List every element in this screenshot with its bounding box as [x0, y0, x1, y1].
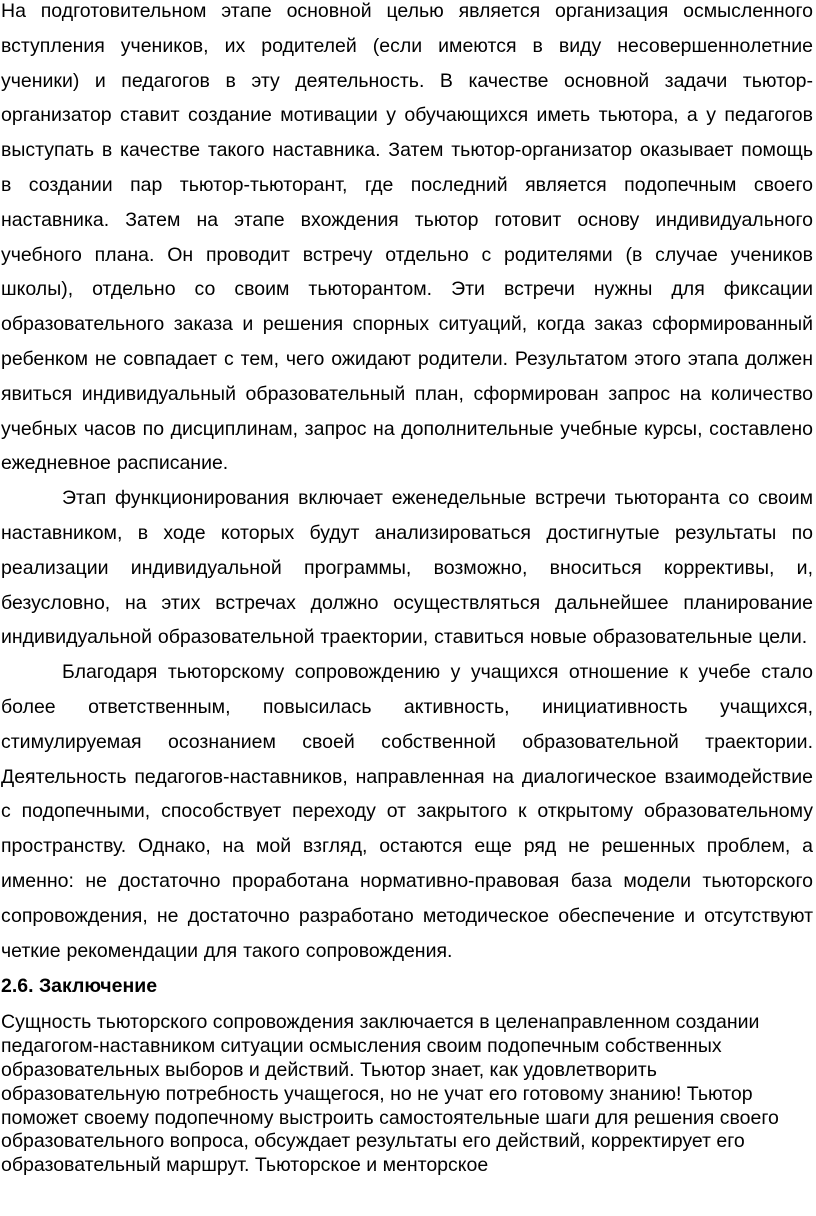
body-paragraph-preparatory-stage: На подготовительном этапе основной целью является организация осмысленного вступления учеников, их родителей (если имеются в виду несовершеннолетние ученики) и педагогов в эту деятельность. В качестве основной задачи тьютор-организатор ставит создание мотивации у обучающихся иметь тьютора, а у педагогов выступать в качестве такого наставника. Затем тьютор-организатор оказывает помощь в создании пар тьютор-тьюторант, где последний является подопечным своего наставника. Затем на этапе вхождения тьютор готовит основу индивидуального учебного плана. Он проводит встречу отдельно с родителями (в случае учеников школы), отдельно со своим тьюторантом. Эти встречи нужны для фиксации образовательного заказа и решения спорных ситуаций, когда заказ сформированный ребенком не совпадает с тем, чего ожидают родители. Результатом этого этапа должен явиться индивидуальный образовательный план, сформирован запрос на количество учебных часов по дисциплинам, запрос на дополнительные учебные курсы, составлено ежедневное расписание. [1, 0, 813, 475]
section-heading-conclusion: 2.6. Заключение [1, 975, 158, 998]
body-paragraph-tutoring-results: Благодаря тьюторскому сопровождению у учащихся отношение к учебе стало более ответственным, повысилась активность, инициативность учащихся, стимулируемая осознанием своей собственной образовательной траектории. Деятельность педагогов-наставников, направленная на диалогическое взаимодействие с подопечными, способствует переходу от закрытого к открытому образовательному пространству. Однако, на мой взгляд, остаются еще ряд не решенных проблем, а именно: не достаточно проработана нормативно-правовая база модели тьюторского сопровождения, не достаточно разработано методическое обеспечение и отсутствуют четкие рекомендации для такого сопровождения. [1, 661, 813, 962]
conclusion-paragraph: Сущность тьюторского сопровождения заключается в целенаправленном создании педагогом-наставником ситуации осмысления своим подопечным собственных образовательных выборов и действий. Тьютор знает, как удовлетворить образовательную потребность учащегося, но не учат его готовому знанию! Тьютор поможет своему подопечному выстроить самостоятельные шаги для решения своего образовательного вопроса, обсуждает результаты его действий, корректирует его образовательный маршрут. Тьюторское и менторское [1, 1011, 779, 1177]
body-paragraph-functioning-stage: Этап функционирования включает еженедельные встречи тьюторанта со своим наставником, в ходе которых будут анализироваться достигнутые результаты по реализации индивидуальной программы, возможно, вноситься коррективы, и, безусловно, на этих встречах должно осуществляться дальнейшее планирование индивидуальной образовательной траектории, ставиться новые образовательные цели. [1, 487, 813, 649]
